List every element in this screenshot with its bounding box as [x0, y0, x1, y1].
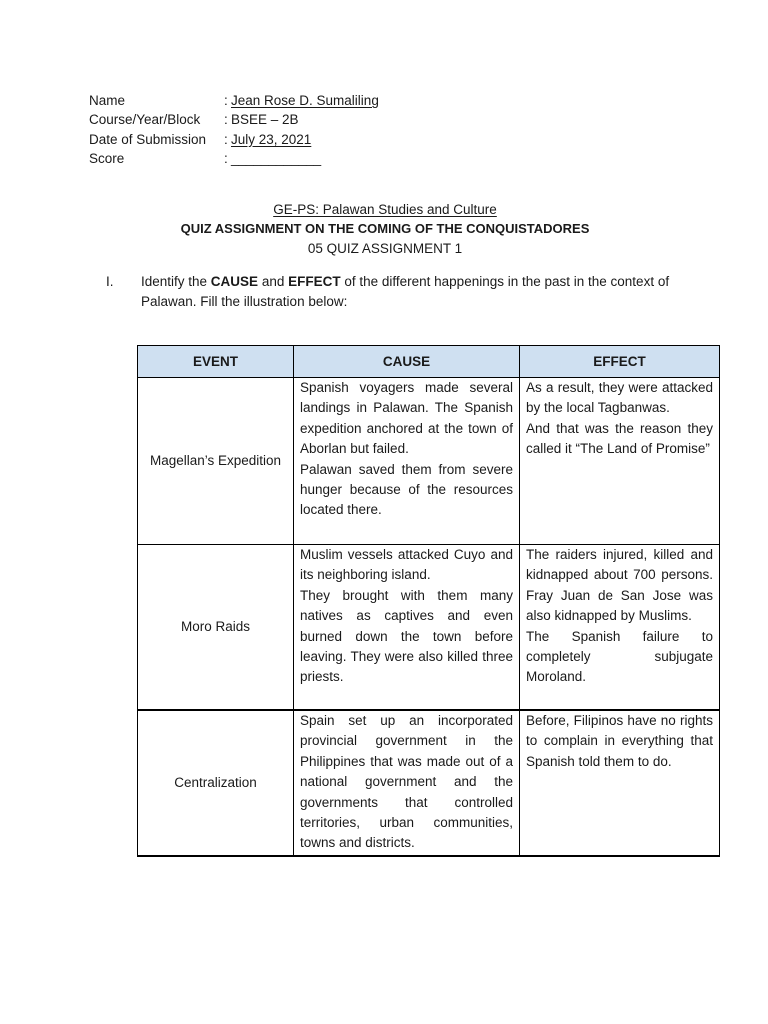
event-cell: Moro Raids	[138, 545, 294, 711]
cause-effect-table	[137, 345, 720, 857]
effect-text: The Spanish failure to completely subjugate Moroland.	[526, 628, 713, 685]
info-row-course	[89, 110, 379, 129]
instruction-bold-effect: EFFECT	[288, 274, 341, 289]
info-value-date: July 23, 2021	[231, 131, 312, 147]
cause-text: Spanish voyagers made several landings in Palawan. The Spanish expedition anchored at the town of Aborlan but failed.	[300, 380, 513, 457]
table-header-row	[138, 346, 720, 378]
instruction-bold-cause: CAUSE	[210, 274, 259, 289]
info-value-course: BSEE – 2B	[231, 112, 299, 128]
info-value-score: ____________	[231, 151, 322, 167]
cause-cell	[294, 710, 520, 856]
table-row	[138, 545, 720, 711]
effect-text: And that was the reason they called it “The Land of Promise”	[526, 420, 713, 457]
quiz-code: 05 QUIZ ASSIGNMENT 1	[307, 240, 463, 256]
effect-cell	[520, 545, 720, 711]
effect-text: As a result, they were attacked by the local Tagbanwas.	[526, 380, 713, 416]
cause-text: Muslim vessels attacked Cuyo and its neighboring island.	[300, 547, 513, 583]
cause-cell	[294, 545, 520, 711]
header-cause: CAUSE	[294, 346, 520, 378]
table-row	[138, 378, 720, 545]
effect-text: Before, Filipinos have no rights to complain in everything that Spanish told them to do.	[526, 713, 713, 769]
info-separator: :	[224, 112, 228, 128]
info-separator: :	[224, 131, 228, 147]
instruction-text-part: of the different happenings in the past in the context of Palawan. Fill the illustration below:	[141, 274, 670, 309]
effect-text: The raiders injured, killed and kidnapped about 700 persons. Fray Juan de San Jose was also kidnapped by Muslims.	[526, 547, 713, 624]
instruction-numeral: I.	[106, 274, 114, 289]
event-cell: Centralization	[138, 710, 294, 856]
instruction	[106, 272, 686, 312]
instruction-text-part: and	[258, 274, 289, 289]
info-row-score	[89, 149, 379, 168]
info-label: Name	[89, 93, 126, 108]
cause-text: They brought with them many natives as captives and even burned down the town before leaving. They were also killed three priests.	[300, 587, 513, 685]
cause-text: Palawan saved them from severe hunger because of the resources located there.	[300, 461, 513, 518]
cause-cell	[294, 378, 520, 545]
info-separator: :	[224, 93, 228, 108]
info-separator: :	[224, 151, 228, 167]
document-headings	[0, 200, 768, 258]
header-effect: EFFECT	[520, 346, 720, 378]
info-value-name: Jean Rose D. Sumaliling	[231, 93, 379, 108]
effect-cell	[520, 710, 720, 856]
header-event: EVENT	[138, 346, 294, 378]
event-cell: Magellan’s Expedition	[138, 378, 294, 545]
instruction-text-part: Identify the	[141, 274, 211, 289]
table-row	[138, 710, 720, 856]
info-row-name	[89, 91, 379, 110]
instruction-text	[141, 272, 686, 312]
cause-text: Spain set up an incorporated provincial government in the Philippines that was made out of a national government and the governments that controlled territories, urban communities, towns and districts.	[300, 713, 513, 851]
info-label: Date of Submission	[89, 131, 207, 147]
student-info	[89, 91, 379, 169]
quiz-title: QUIZ ASSIGNMENT ON THE COMING OF THE CONQUISTADORES	[180, 221, 590, 237]
info-row-date	[89, 130, 379, 149]
info-label: Score	[89, 151, 125, 167]
effect-cell	[520, 378, 720, 545]
info-label: Course/Year/Block	[89, 112, 201, 128]
course-title: GE-PS: Palawan Studies and Culture	[273, 202, 497, 217]
